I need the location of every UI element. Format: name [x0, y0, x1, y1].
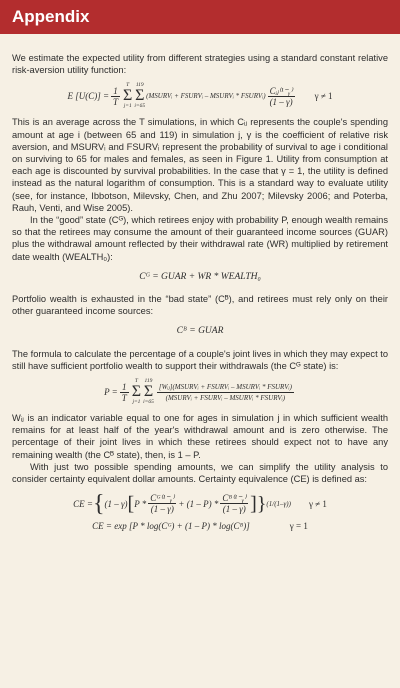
- sigma-icon: Σ: [143, 383, 154, 401]
- eq1-sum-i-bottom: i=65: [134, 103, 146, 110]
- sigma-icon: Σ: [123, 87, 133, 105]
- eq6-condition: γ = 1: [289, 521, 308, 532]
- eq1-one-over-t: [111, 86, 120, 107]
- indicator-paragraph: Wᵢⱼ is an indicator variable equal to one for ages in simulation j in which sufficient wealth remains for at least half of the year's withdrawal amount and is zero otherwise. The percentage of their joint lives in which these retirees should expect not to have any remaining wealth (the Cᴮ state), then, is 1 – P.: [12, 413, 388, 460]
- eq4-lhs: P =: [104, 386, 118, 397]
- eq5-open-brace: {: [92, 490, 105, 517]
- appendix-body: [0, 34, 400, 532]
- log-certainty-equivalent-formula: [12, 520, 388, 532]
- intro-paragraph: We estimate the expected utility from different strategies using a standard constant relative risk-aversion utility function:: [12, 53, 388, 76]
- eq1-one: 1: [113, 85, 118, 96]
- eq4-one-over-t: [120, 382, 129, 403]
- eq1-sum-i: [134, 82, 145, 110]
- percentage-paragraph: The formula to calculate the percentage of a couple's joint lives in which they may expect to still have sufficient portfolio wealth to support their withdrawals (the Cᴳ state) is:: [12, 348, 388, 371]
- eq4-sum-i-bottom: i=65: [143, 399, 154, 406]
- certainty-equivalence-paragraph: With just two possible spending amounts, we can simplify the utility analysis to consider certainty equivalent dollar amounts. Certainty equivalence (CE) is defined as:: [12, 461, 388, 485]
- eq1-sum-j-top: T: [126, 82, 130, 89]
- eq1-condition: γ ≠ 1: [314, 91, 333, 102]
- eq4-sum-j: [132, 378, 141, 406]
- sigma-icon: Σ: [135, 87, 145, 105]
- bad-state-paragraph: Portfolio wealth is exhausted in the “bad state” (Cᴮ), and retirees must rely only on their other guaranteed income sources:: [12, 294, 388, 317]
- eq4-denominator: (MSURVᵢ + FSURVᵢ – MSURVᵢ * FSURVᵢ): [165, 393, 286, 402]
- eq6-text: CE = exp [P * log(Cᴳ) + (1 – P) * log(Cᴮ)]: [92, 521, 250, 532]
- eq5-p: P *: [134, 498, 147, 509]
- eq5-bad-fraction: [220, 493, 248, 514]
- eq4-one: 1: [122, 381, 127, 392]
- certainty-equivalent-formula: [12, 490, 388, 517]
- eq1-t: T: [113, 96, 119, 107]
- eq5-bad-denominator: (1 – γ): [222, 504, 246, 515]
- definitions-paragraph: This is an average across the T simulations, in which Cᵢⱼ represents the couple's spending amount at age i (between 65 and 119) in simulation j, γ is the coefficient of relative risk aversion, and MSURVᵢ and FSURVᵢ represent the probability of survival to age i conditional on surviving to 65 for males and females, as seen in Figure 1. Utility from consumption at each age is discounted by survival probabilities. In the case that γ = 1, the utility is defined instead as the natural logarithm of consumption. This is a standard way to evaluate utility (see, for instance, Ibbotson, Milevsky, Chen, and Zhu 2007; Milevsky 2006; and Poterba, Rauh, Venti, and Wise 2005).: [12, 117, 388, 213]
- page-title: Appendix: [12, 7, 90, 26]
- probability-formula: [12, 378, 388, 406]
- eq5-lhs: CE =: [73, 498, 93, 509]
- eq1-lhs: E [U(C)] =: [67, 91, 110, 102]
- eq5-bad-numerator: Cᴮ⁽¹⁻ᵧ⁾: [222, 493, 247, 504]
- good-state-formula: Cᴳ = GUAR + WR * WEALTH₀: [139, 271, 261, 282]
- eq5-mid: + (1 – P) *: [178, 498, 219, 509]
- expected-utility-formula: [12, 82, 388, 110]
- eq1-sum-i-top: 119: [135, 82, 144, 89]
- eq1-sum-j-bottom: j=1: [123, 103, 132, 110]
- sigma-icon: Σ: [131, 383, 142, 401]
- eq4-sum-j-top: T: [134, 378, 138, 385]
- eq5-good-denominator: (1 – γ): [150, 504, 174, 515]
- eq5-close: ]}: [250, 492, 267, 515]
- appendix-header: [0, 0, 400, 34]
- eq5-condition: γ ≠ 1: [308, 498, 327, 509]
- eq1-numerator: Cᵢⱼ⁽¹⁻ᵧ⁾: [269, 85, 293, 96]
- bad-state-formula: Cᴮ = GUAR: [176, 326, 224, 337]
- eq4-fraction: [157, 382, 294, 403]
- good-state-paragraph: In the “good” state (Cᴳ), which retirees enjoy with probability P, enough wealth remains so that the retirees may consume the amount of their guaranteed income sources (GUAR) plus the withdrawal amount reflected by their withdrawal rate (WR) multiplied by retirement date wealth (WEALTH₀):: [12, 215, 388, 262]
- eq4-sum-j-bottom: j=1: [132, 399, 141, 406]
- eq1-denominator: (1 – γ): [269, 96, 293, 107]
- eq5-factor: (1 – γ): [104, 498, 128, 509]
- eq1-utility-fraction: [268, 86, 295, 107]
- eq1-sum-j: [123, 82, 132, 110]
- eq4-sum-i: [143, 378, 154, 406]
- eq1-body: (MSURVᵢ + FSURVᵢ – MSURVᵢ * FSURVᵢ): [146, 92, 266, 101]
- eq5-exponent: (1/(1–γ)): [266, 499, 291, 508]
- eq5-good-numerator: Cᴳ⁽¹⁻ᵧ⁾: [150, 493, 175, 504]
- eq4-numerator: [Wᵢⱼ](MSURVᵢ + FSURVᵢ – MSURVᵢ * FSURVᵢ): [158, 382, 292, 391]
- eq5-good-fraction: [148, 493, 176, 514]
- eq4-t: T: [121, 392, 127, 403]
- eq5-bracket-open: [: [127, 492, 135, 515]
- eq4-sum-i-top: 119: [144, 378, 153, 385]
